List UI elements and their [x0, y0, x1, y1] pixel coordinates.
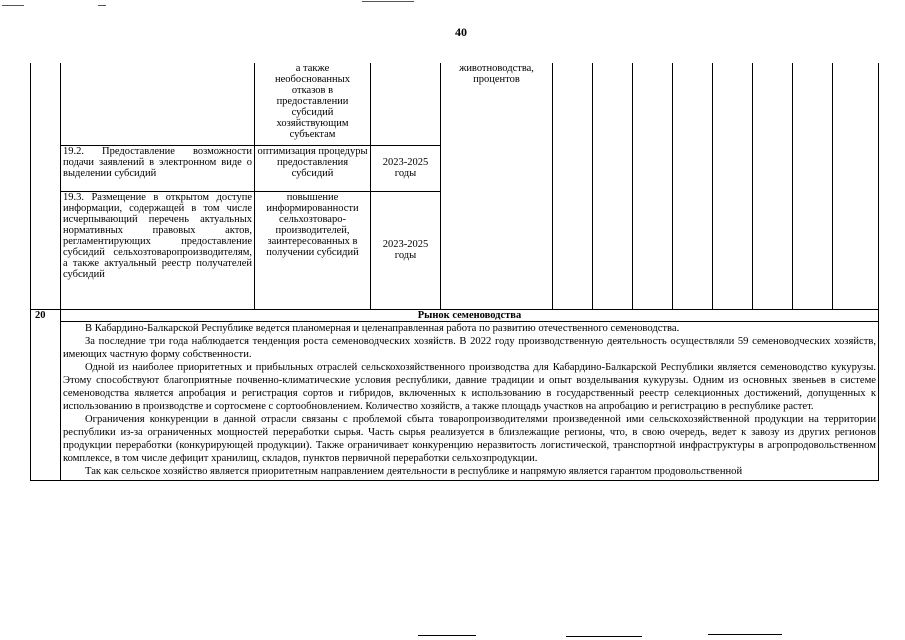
- measures-table: [30, 63, 879, 481]
- cell-measure: 19.3. Размещение в открытом доступе информации, содержащей в том числе исчерпывающий перечень актуальных нормативных правовых актов, регламентирующих предоставление субсидий сельхозтоваропроизводителям, а также актуальный реестр получателей субсидий: [61, 191, 255, 309]
- cell-measure: 19.2. Предоставление возможности подачи заявлений в электронном виде о выделении субсидий: [61, 145, 255, 191]
- scan-mark-bottom-3: [708, 634, 782, 635]
- scan-mark-top-right: [362, 1, 414, 2]
- cell-period: [371, 63, 441, 145]
- table-row: [31, 63, 879, 145]
- scan-mark-top-left-2: [98, 5, 106, 6]
- cell-value: [833, 63, 879, 309]
- cell-value: [713, 63, 753, 309]
- cell-result: повышение информированности сельхозтоваро-производителей, заинтересованных в получении субсидий: [255, 191, 371, 309]
- cell-result: а также необоснованных отказов в предоставлении субсидий хозяйствующим субъектам: [255, 63, 371, 145]
- cell-measure: [61, 63, 255, 145]
- cell-value: [673, 63, 713, 309]
- cell-value: [593, 63, 633, 309]
- cell-value: [753, 63, 793, 309]
- section-title: Рынок семеноводства: [61, 309, 879, 321]
- section-number: 20: [31, 309, 61, 480]
- paragraph: Ограничения конкуренции в данной отрасли связаны с проблемой сбыта товаропроизводителями произведенной ими сельскохозяйственной продукции на территории республики из-за ограниченных мощностей переработки сырья. Часть сырья реализуется в близлежащие регионы, что, в свою очередь, ведет к завозу из других регионов продукции переработки (конкурирующей продукции). Также ограничивает конкуренцию неразвитость логистической, транспортной инфраструктуры в агропродовольственном комплексе, в том числе дефицит хранилищ, складов, пунктов первичной переработки сельхозпродукции.: [63, 413, 876, 464]
- paragraph: В Кабардино-Балкарской Республике ведется планомерная и целенаправленная работа по развитию отечественного семеноводства.: [85, 322, 680, 334]
- cell-result: оптимизация процедуры предоставления субсидий: [255, 145, 371, 191]
- cell-value: [793, 63, 833, 309]
- cell-period: 2023-2025 годы: [371, 191, 441, 309]
- page-number: 40: [455, 25, 467, 39]
- cell-number: [31, 191, 61, 309]
- scan-mark-bottom-2: [566, 636, 642, 637]
- paragraph: За последние три года наблюдается тенденция роста семеноводческих хозяйств. В 2022 году производственную деятельность осуществляли 59 семеноводческих хозяйств, имеющих частную форму собственности.: [63, 335, 876, 360]
- paragraph: Так как сельское хозяйство является приоритетным направлением деятельности в республике и напрямую является гарантом продовольственной: [85, 465, 743, 477]
- cell-number: [31, 63, 61, 145]
- scan-mark-bottom-1: [418, 635, 476, 636]
- scan-mark-top-left: [2, 5, 24, 6]
- section-body-row: [31, 321, 879, 480]
- section-body: [61, 321, 879, 480]
- cell-indicator: животноводства, процентов: [441, 63, 553, 309]
- paragraph: Одной из наиболее приоритетных и прибыльных отраслей сельскохозяйственного производства для Кабардино-Балкарской Республики является семеноводство кукурузы. Этому способствуют благоприятные почвенно-климатические условия республики, давние традиции и опыт возделывания кукурузы. Одним из основных звеньев в системе семеноводства является апробация и регистрация сортов и гибридов, включенных к использованию в государственный реестр селекционных достижений, допущенных к использованию в производстве и сортосмене с сортообновлением. Количество хозяйств, а также площадь участков на апробацию и регистрацию в республике растет.: [63, 361, 876, 412]
- section-header-row: [31, 309, 879, 321]
- cell-period: 2023-2025 годы: [371, 145, 441, 191]
- cell-value: [633, 63, 673, 309]
- cell-number: [31, 145, 61, 191]
- cell-value: [553, 63, 593, 309]
